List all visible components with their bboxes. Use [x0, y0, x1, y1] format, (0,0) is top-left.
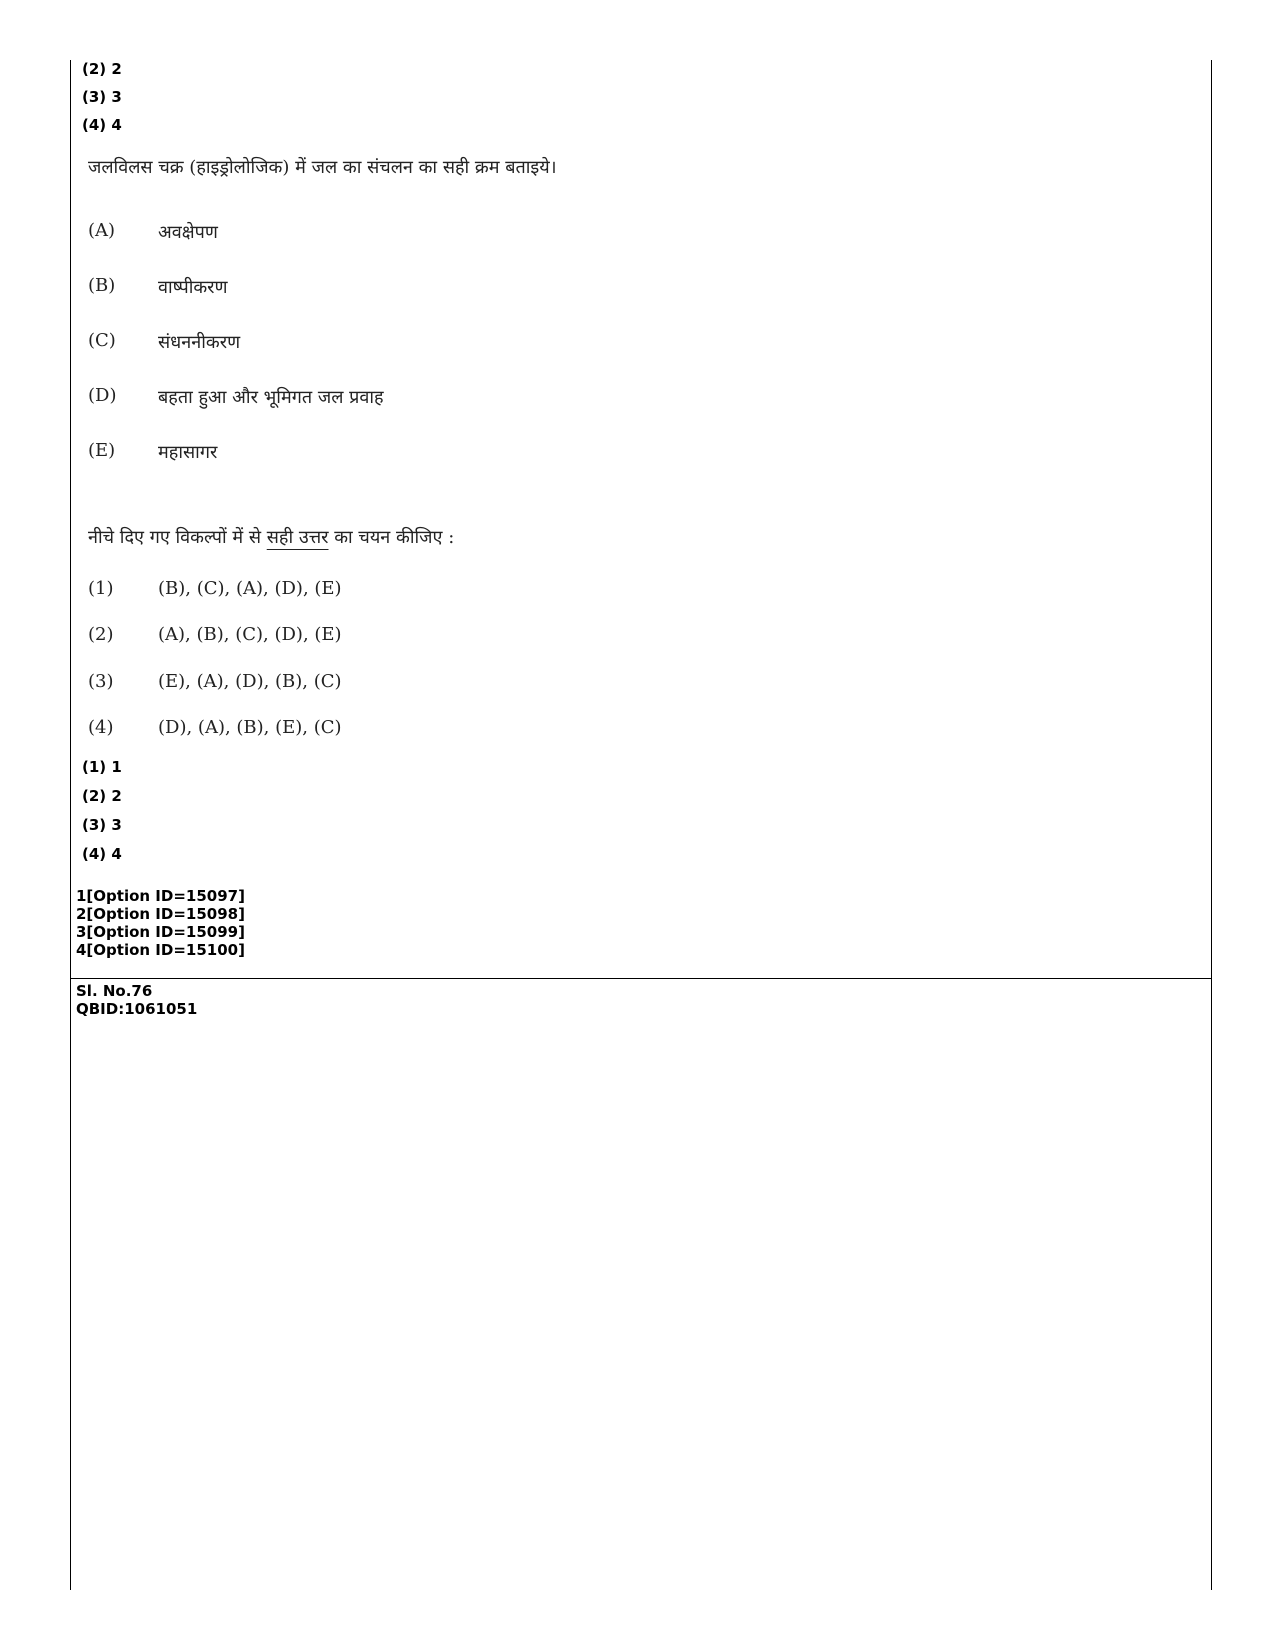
item-text: वाष्पीकरण	[158, 277, 228, 298]
instruction-before: नीचे दिए गए विकल्पों में से	[88, 527, 267, 548]
question-text: जलविलस चक्र (हाइड्रोलोजिक) में जल का संचलन का सही क्रम बताइये।	[88, 157, 557, 178]
prev-option-3: (3) 3	[82, 88, 122, 106]
option-id-3: 3[Option ID=15099]	[76, 923, 245, 941]
instruction-underlined: सही उत्तर	[266, 527, 329, 548]
item-text: महासागर	[158, 442, 218, 463]
instruction-after: का चयन कीजिए :	[328, 527, 455, 548]
choice-label: (3)	[88, 671, 114, 692]
qbid: QBID:1061051	[76, 1000, 198, 1018]
answer-option-2: (2) 2	[82, 787, 122, 805]
choice-item	[88, 717, 342, 738]
item-text: अवक्षेपण	[158, 222, 218, 243]
choice-text: (A), (B), (C), (D), (E)	[158, 624, 342, 645]
option-id-2: 2[Option ID=15098]	[76, 905, 245, 923]
choice-text: (D), (A), (B), (E), (C)	[158, 717, 342, 738]
choice-item	[88, 671, 342, 692]
list-item	[88, 220, 218, 244]
list-item	[88, 330, 240, 354]
choice-item	[88, 624, 342, 645]
answer-option-4: (4) 4	[82, 845, 122, 863]
next-question-header	[76, 982, 197, 1018]
prev-option-4: (4) 4	[82, 116, 122, 134]
choice-label: (4)	[88, 717, 114, 738]
choice-label: (2)	[88, 624, 114, 645]
item-text: बहता हुआ और भूमिगत जल प्रवाह	[158, 387, 384, 408]
item-label: (E)	[88, 440, 116, 461]
option-id-1: 1[Option ID=15097]	[76, 887, 245, 905]
item-label: (C)	[88, 330, 116, 351]
item-label: (B)	[88, 275, 116, 296]
page-frame	[70, 60, 1212, 1590]
answer-option-1: (1) 1	[82, 758, 122, 776]
item-text: संधननीकरण	[158, 332, 241, 353]
prev-option-2: (2) 2	[82, 60, 122, 78]
item-label: (D)	[88, 385, 117, 406]
list-item	[88, 275, 228, 299]
instruction-text	[88, 525, 454, 549]
choice-item	[88, 578, 342, 599]
serial-number: Sl. No.76	[76, 982, 153, 1000]
item-label: (A)	[88, 220, 116, 241]
list-item	[88, 440, 217, 464]
option-id-4: 4[Option ID=15100]	[76, 941, 245, 959]
answer-option-3: (3) 3	[82, 816, 122, 834]
list-item	[88, 385, 384, 409]
choice-text: (B), (C), (A), (D), (E)	[158, 578, 342, 599]
choice-text: (E), (A), (D), (B), (C)	[158, 671, 342, 692]
choice-label: (1)	[88, 578, 114, 599]
section-divider	[70, 978, 1211, 979]
